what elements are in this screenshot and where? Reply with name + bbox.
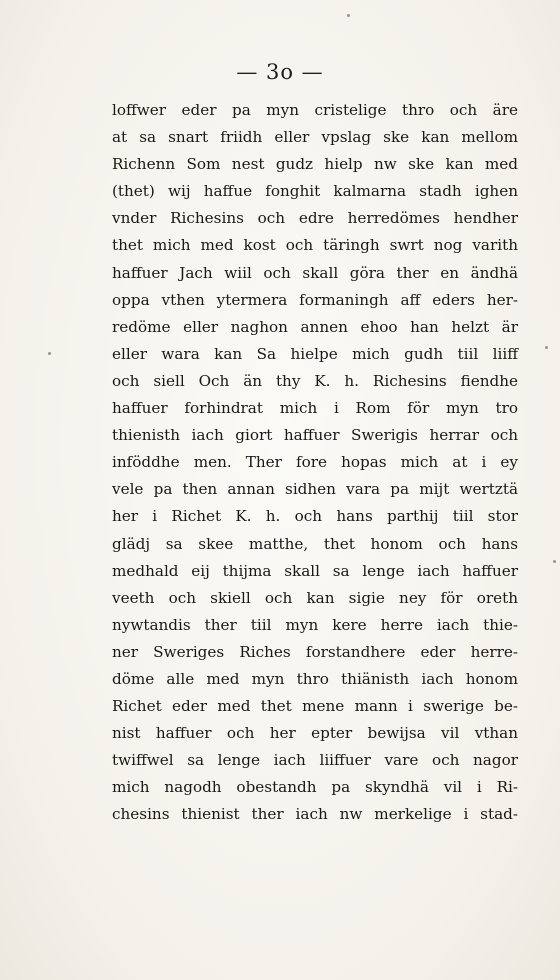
text-line: chesins thienist ther iach nw merkelige i stad- xyxy=(112,805,518,824)
text-line: nist haffuer och her epter bewijsa vil vthan xyxy=(112,724,518,743)
text-line: at sa snart friidh eller vpslag ske kan mellom xyxy=(112,128,518,147)
text-line: (thet) wij haffue fonghit kalmarna stadh ighen xyxy=(112,182,518,201)
text-line: thet mich med kost och täringh swrt nog varith xyxy=(112,236,518,255)
text-line: glädj sa skee matthe, thet honom och hans xyxy=(112,534,518,553)
text-line: vnder Richesins och edre herredömes hendher xyxy=(112,209,518,228)
text-line: loffwer eder pa myn cristelige thro och äre xyxy=(112,101,518,119)
text-line: twiffwel sa lenge iach liiffuer vare och nagor xyxy=(112,751,518,770)
text-line: haffuer forhindrat mich i Rom för myn tro xyxy=(112,399,518,418)
text-line: redöme eller naghon annen ehoo han helzt är xyxy=(112,317,518,336)
paper-speck xyxy=(545,346,548,349)
text-line: Richet eder med thet mene mann i swerige be- xyxy=(112,697,518,716)
text-line: oppa vthen ytermera formaningh aff eders her- xyxy=(112,290,518,309)
text-line: inföddhe men. Ther fore hopas mich at i ey xyxy=(112,453,518,472)
text-line: thienisth iach giort haffuer Swerigis herrar och xyxy=(112,426,518,445)
text-line: her i Richet K. h. och hans parthij tiil stor xyxy=(112,507,518,526)
text-line: vele pa then annan sidhen vara pa mijt wertztä xyxy=(112,480,518,499)
text-line: veeth och skiell och kan sigie ney för oreth xyxy=(112,588,518,607)
text-line: nywtandis ther tiil myn kere herre iach thie- xyxy=(112,615,518,634)
text-line: ner Sweriges Riches forstandhere eder herre- xyxy=(112,642,518,661)
text-line: Richenn Som nest gudz hielp nw ske kan med xyxy=(112,155,518,174)
text-line: medhald eij thijma skall sa lenge iach haffuer xyxy=(112,561,518,580)
text-line: haffuer Jach wiil och skall göra ther en ändhä xyxy=(112,263,518,282)
paper-speck xyxy=(48,352,51,355)
body-text xyxy=(112,97,518,829)
paper-speck xyxy=(347,14,350,17)
text-line: och siell Och än thy K. h. Richesins fiendhe xyxy=(112,371,518,390)
paper-speck xyxy=(553,560,556,563)
text-line: mich nagodh obestandh pa skyndhä vil i Ri- xyxy=(112,778,518,797)
text-line: eller wara kan Sa hielpe mich gudh tiil liiff xyxy=(112,344,518,363)
text-line: döme alle med myn thro thiänisth iach honom xyxy=(112,669,518,688)
page-number: — 3o — xyxy=(236,60,324,84)
